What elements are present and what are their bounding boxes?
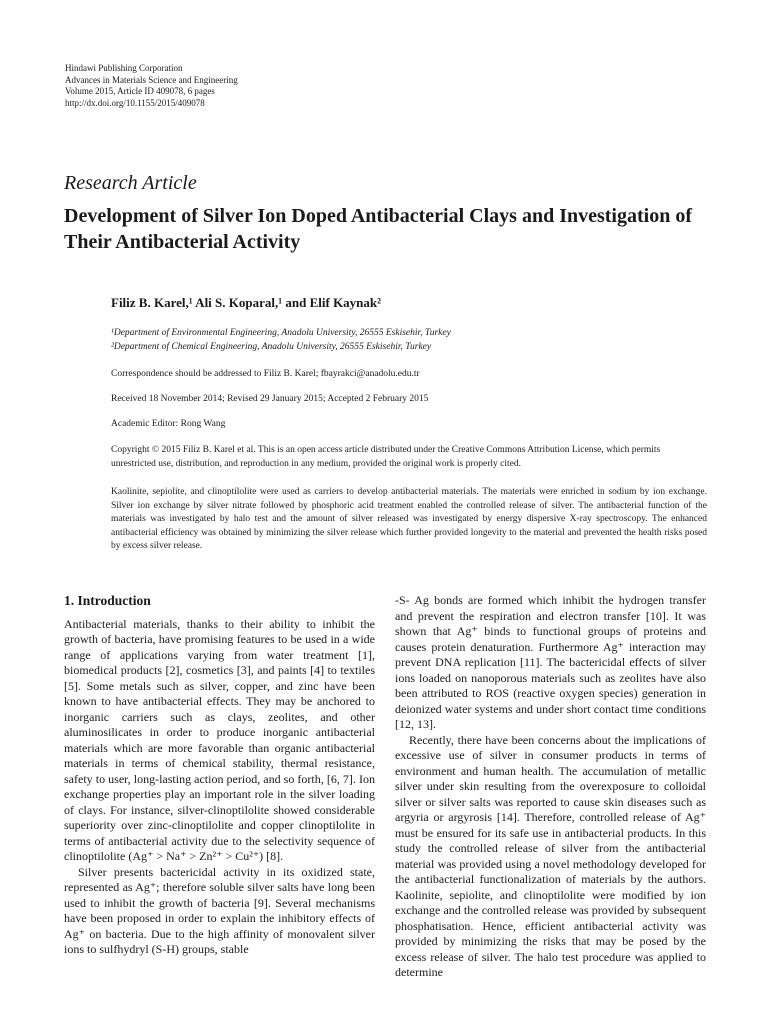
journal-header xyxy=(65,63,238,109)
section-heading-introduction: 1. Introduction xyxy=(64,593,151,608)
doi-link[interactable]: http://dx.doi.org/10.1155/2015/409078 xyxy=(65,97,205,108)
right-column xyxy=(395,593,706,981)
volume-info: Volume 2015, Article ID 409078, 6 pages xyxy=(65,86,215,96)
paper-title: Development of Silver Ion Doped Antibacterial Clays and Investigation of Their Antibacterial Activity xyxy=(64,205,692,253)
correspondence: Correspondence should be addressed to Filiz B. Karel; fbayrakci@anadolu.edu.tr xyxy=(111,369,420,379)
abstract: Kaolinite, sepiolite, and clinoptilolite were used as carriers to develop antibacterial materials. The materials were enriched in sodium by ion exchange. Silver ion exchange by silver nitrate followed by phosphoric acid treatment enabled the controlled release of silver. The antibacterial function of the materials was investigated by halo test and the amount of silver released was investigated by energy dispersive X-ray spectroscopy. The enhanced antibacterial efficiency was obtained by minimizing the silver release which further provided longevity to the material and prevented the health risks posed by excess silver release. xyxy=(111,487,707,552)
publisher: Hindawi Publishing Corporation xyxy=(65,63,183,73)
copyright-notice: Copyright © 2015 Filiz B. Karel et al. This is an open access article distributed under the Creative Commons Attribution License, which permits unrestricted use, distribution, and reproduction in any medium, provided the original work is properly cited. xyxy=(111,445,661,469)
affiliation-1: ¹Department of Environmental Engineering, Anadolu University, 26555 Eskisehir, Turkey xyxy=(111,328,451,338)
academic-editor: Academic Editor: Rong Wang xyxy=(111,419,226,429)
left-column xyxy=(64,593,375,958)
body-paragraph: Antibacterial materials, thanks to their ability to inhibit the growth of bacteria, have promising features to be used in a wide range of applications varying from water treatment [1], biomedical products [2], cosmetics [3], and paints [4] to textiles [5]. Some metals such as silver, copper, and zinc have been known to have antibacterial effects. They may be anchored to inorganic carriers such as clays, zeolites, and other aluminosilicates in order to produce inorganic antibacterial materials which are more favorable than organic antibacterial materials in terms of chemical stability, thermal resistance, safety to user, long-lasting action period, and so forth, [6, 7]. Ion exchange properties play an important role in the silver loading of clays. For instance, silver-clinoptilolite showed considerable superiority over zinc-clinoptilolite and copper clinoptilolite in terms of antibacterial activity due to the selectivity sequence of clinoptilolite (Ag⁺ > Na⁺ > Zn²⁺ > Cu²⁺) [8]. xyxy=(64,616,375,863)
journal-name: Advances in Materials Science and Engineering xyxy=(65,74,238,85)
article-type: Research Article xyxy=(64,172,197,194)
affiliation-2: ²Department of Chemical Engineering, Anadolu University, 26555 Eskisehir, Turkey xyxy=(111,342,432,352)
body-paragraph: -S- Ag bonds are formed which inhibit the hydrogen transfer and prevent the respiration and electron transfer [10]. It was shown that Ag⁺ binds to functional groups of proteins and causes protein denaturation. Furthermore Ag⁺ interaction may prevent DNA replication [11]. The bactericidal effects of silver ions loaded on nanoporous materials such as zeolites have also been attributed to ROS (reactive oxygen species) generation in deionized water systems and under short contact time conditions [12, 13]. xyxy=(395,593,706,731)
history-dates: Received 18 November 2014; Revised 29 January 2015; Accepted 2 February 2015 xyxy=(111,394,429,404)
affiliations xyxy=(111,326,451,354)
body-paragraph: Recently, there have been concerns about the implications of excessive use of silver in consumer products in terms of environment and human health. The accumulation of metallic silver under skin resulting from the overexposure to colloidal silver or silver salts was reported to cause skin diseases such as argyria or argyrosis [14]. Therefore, controlled release of Ag⁺ must be ensured for its safe use in antibacterial products. In this study the controlled release of silver from the antibacterial material was provided using a novel methodology developed for the antibacterial functionalization of materials by the authors. Kaolinite, sepiolite, and clinoptilolite were modified by ion exchange and the controlled release was provided by subsequent phosphatisation. Hence, efficient antibacterial activity was provided by minimizing the risks that may be posed by the excess release of silver. The halo test procedure was applied to determine xyxy=(395,732,706,979)
body-paragraph: Silver presents bactericidal activity in its oxidized state, represented as Ag⁺; therefore soluble silver salts have long been used to inhibit the growth of bacteria [9]. Several mechanisms have been proposed in order to explain the inhibitory effects of Ag⁺ on bacteria. Due to the high affinity of monovalent silver ions to sulfhydryl (S-H) groups, stable xyxy=(64,864,375,956)
author-list: Filiz B. Karel,¹ Ali S. Koparal,¹ and Elif Kaynak² xyxy=(111,295,382,310)
